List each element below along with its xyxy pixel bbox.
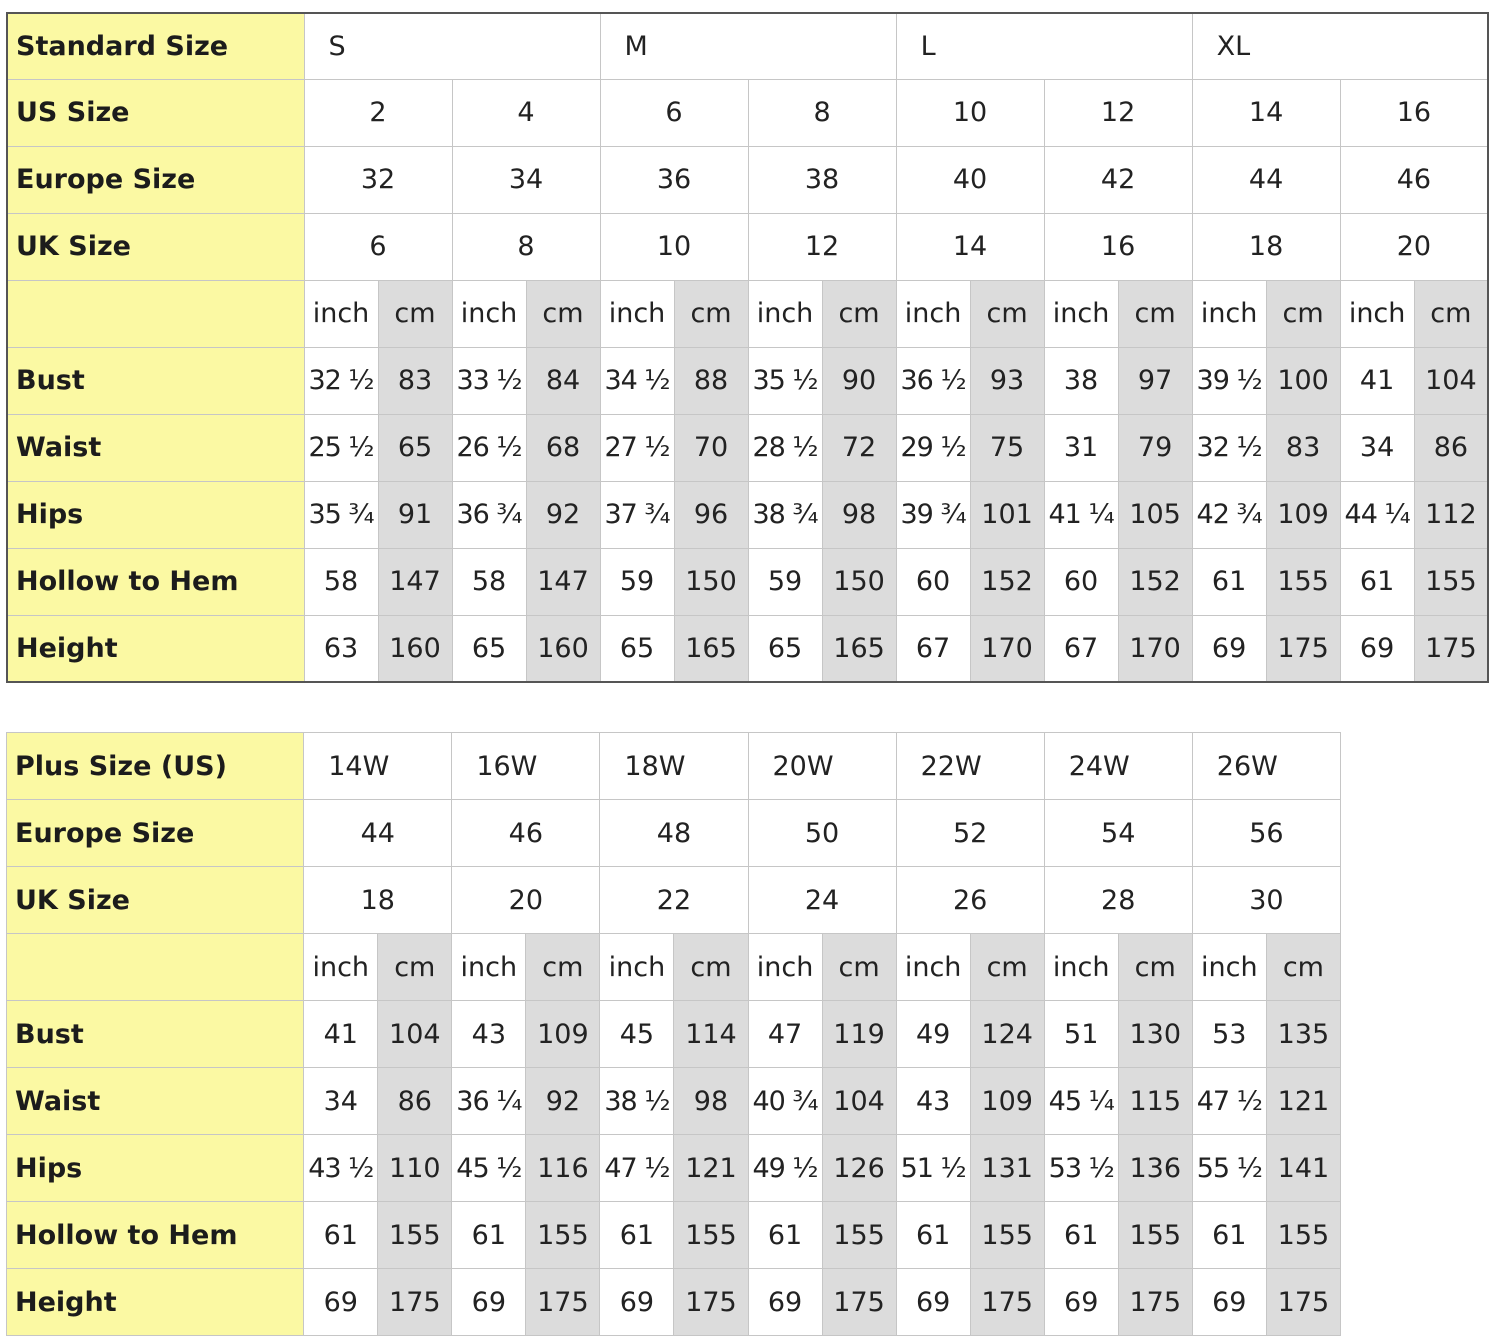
value-inch: 51 — [1044, 1001, 1118, 1068]
europe-size-row — [7, 146, 1488, 213]
value-cm: 112 — [1414, 481, 1488, 548]
value-cm: 155 — [1266, 1202, 1340, 1269]
size-value: 48 — [600, 800, 748, 867]
value-inch: 36 ¼ — [452, 1068, 526, 1135]
value-inch: 55 ½ — [1192, 1135, 1266, 1202]
size-value: 18 — [1192, 213, 1340, 280]
value-cm: 97 — [1118, 347, 1192, 414]
unit-cm: cm — [526, 934, 600, 1001]
value-inch: 36 ½ — [896, 347, 970, 414]
value-cm: 175 — [674, 1269, 748, 1336]
unit-cm: cm — [1414, 280, 1488, 347]
measurement-row — [7, 548, 1488, 615]
value-inch: 61 — [1340, 548, 1414, 615]
value-cm: 175 — [378, 1269, 452, 1336]
size-value: 14 — [1192, 79, 1340, 146]
value-cm: 96 — [674, 481, 748, 548]
value-cm: 83 — [1266, 414, 1340, 481]
header-row — [7, 13, 1488, 79]
size-value: 12 — [1044, 79, 1192, 146]
value-cm: 150 — [674, 548, 748, 615]
value-cm: 160 — [526, 615, 600, 682]
value-inch: 33 ½ — [452, 347, 526, 414]
size-heading: 14W — [304, 733, 452, 800]
value-cm: 165 — [822, 615, 896, 682]
unit-inch: inch — [1192, 934, 1266, 1001]
value-cm: 155 — [1266, 548, 1340, 615]
unit-inch: inch — [304, 280, 378, 347]
value-inch: 36 ¾ — [452, 481, 526, 548]
value-inch: 38 ¾ — [748, 481, 822, 548]
unit-cm: cm — [526, 280, 600, 347]
value-cm: 141 — [1266, 1135, 1340, 1202]
value-inch: 31 — [1044, 414, 1118, 481]
size-value: 20 — [452, 867, 600, 934]
value-inch: 59 — [600, 548, 674, 615]
value-inch: 28 ½ — [748, 414, 822, 481]
value-cm: 92 — [526, 481, 600, 548]
value-cm: 98 — [674, 1068, 748, 1135]
value-cm: 175 — [1266, 615, 1340, 682]
value-inch: 61 — [1044, 1202, 1118, 1269]
value-cm: 119 — [822, 1001, 896, 1068]
measurement-row — [7, 347, 1488, 414]
value-cm: 86 — [378, 1068, 452, 1135]
value-inch: 69 — [452, 1269, 526, 1336]
size-value: 18 — [304, 867, 452, 934]
value-inch: 69 — [304, 1269, 378, 1336]
value-cm: 100 — [1266, 347, 1340, 414]
value-inch: 34 — [304, 1068, 378, 1135]
value-inch: 43 ½ — [304, 1135, 378, 1202]
value-cm: 88 — [674, 347, 748, 414]
value-inch: 42 ¾ — [1192, 481, 1266, 548]
value-inch: 69 — [748, 1269, 822, 1336]
value-inch: 39 ½ — [1192, 347, 1266, 414]
size-value: 40 — [896, 146, 1044, 213]
size-value: 46 — [452, 800, 600, 867]
size-heading: M — [600, 13, 896, 79]
value-cm: 109 — [526, 1001, 600, 1068]
row-label: UK Size — [7, 213, 304, 280]
value-cm: 93 — [970, 347, 1044, 414]
value-cm: 135 — [1266, 1001, 1340, 1068]
value-cm: 114 — [674, 1001, 748, 1068]
unit-row — [7, 934, 1341, 1001]
value-cm: 175 — [970, 1269, 1044, 1336]
value-inch: 59 — [748, 548, 822, 615]
value-inch: 69 — [896, 1269, 970, 1336]
row-label: Europe Size — [7, 800, 304, 867]
size-heading: 16W — [452, 733, 600, 800]
unit-inch: inch — [600, 280, 674, 347]
value-cm: 124 — [970, 1001, 1044, 1068]
size-value: 16 — [1340, 79, 1488, 146]
value-cm: 175 — [1118, 1269, 1192, 1336]
measurement-label: Height — [7, 1269, 304, 1336]
measurement-label: Waist — [7, 1068, 304, 1135]
measurement-row — [7, 1135, 1341, 1202]
value-cm: 126 — [822, 1135, 896, 1202]
unit-inch: inch — [1192, 280, 1266, 347]
value-inch: 65 — [600, 615, 674, 682]
row-label: UK Size — [7, 867, 304, 934]
unit-cm: cm — [1118, 280, 1192, 347]
unit-inch: inch — [896, 934, 970, 1001]
unit-inch: inch — [304, 934, 378, 1001]
value-inch: 49 ½ — [748, 1135, 822, 1202]
size-value: 16 — [1044, 213, 1192, 280]
value-inch: 39 ¾ — [896, 481, 970, 548]
unit-cm: cm — [378, 934, 452, 1001]
value-inch: 45 ¼ — [1044, 1068, 1118, 1135]
value-cm: 92 — [526, 1068, 600, 1135]
unit-cm: cm — [1266, 280, 1340, 347]
value-inch: 38 — [1044, 347, 1118, 414]
unit-cm: cm — [822, 280, 896, 347]
value-cm: 136 — [1118, 1135, 1192, 1202]
value-cm: 72 — [822, 414, 896, 481]
value-inch: 69 — [1340, 615, 1414, 682]
measurement-label: Bust — [7, 1001, 304, 1068]
size-value: 10 — [600, 213, 748, 280]
measurement-row — [7, 1269, 1341, 1336]
unit-inch: inch — [896, 280, 970, 347]
size-value: 42 — [1044, 146, 1192, 213]
value-inch: 34 ½ — [600, 347, 674, 414]
size-value: 6 — [600, 79, 748, 146]
value-cm: 175 — [822, 1269, 896, 1336]
value-cm: 155 — [970, 1202, 1044, 1269]
value-cm: 175 — [526, 1269, 600, 1336]
unit-cm: cm — [674, 280, 748, 347]
value-inch: 58 — [304, 548, 378, 615]
uk-size-row — [7, 867, 1341, 934]
row-label-empty — [7, 934, 304, 1001]
size-value: 8 — [748, 79, 896, 146]
value-inch: 29 ½ — [896, 414, 970, 481]
unit-cm: cm — [970, 280, 1044, 347]
value-inch: 47 ½ — [1192, 1068, 1266, 1135]
value-cm: 160 — [378, 615, 452, 682]
unit-cm: cm — [822, 934, 896, 1001]
value-inch: 26 ½ — [452, 414, 526, 481]
value-cm: 130 — [1118, 1001, 1192, 1068]
value-inch: 43 — [896, 1068, 970, 1135]
size-heading: 26W — [1192, 733, 1340, 800]
measurement-label: Height — [7, 615, 304, 682]
size-value: 12 — [748, 213, 896, 280]
value-inch: 53 ½ — [1044, 1135, 1118, 1202]
value-cm: 84 — [526, 347, 600, 414]
size-value: 10 — [896, 79, 1044, 146]
value-cm: 121 — [1266, 1068, 1340, 1135]
size-value: 26 — [896, 867, 1044, 934]
unit-inch: inch — [748, 280, 822, 347]
unit-inch: inch — [452, 280, 526, 347]
value-cm: 152 — [970, 548, 1044, 615]
value-inch: 32 ½ — [304, 347, 378, 414]
value-cm: 155 — [1414, 548, 1488, 615]
value-inch: 44 ¼ — [1340, 481, 1414, 548]
value-inch: 38 ½ — [600, 1068, 674, 1135]
size-value: 44 — [304, 800, 452, 867]
size-value: 34 — [452, 146, 600, 213]
measurement-label: Hips — [7, 1135, 304, 1202]
size-value: 54 — [1044, 800, 1192, 867]
value-inch: 69 — [1192, 615, 1266, 682]
unit-inch: inch — [1044, 934, 1118, 1001]
size-heading: 22W — [896, 733, 1044, 800]
value-cm: 147 — [526, 548, 600, 615]
size-heading: 24W — [1044, 733, 1192, 800]
value-inch: 65 — [748, 615, 822, 682]
size-value: 44 — [1192, 146, 1340, 213]
unit-inch: inch — [748, 934, 822, 1001]
measurement-row — [7, 481, 1488, 548]
value-cm: 116 — [526, 1135, 600, 1202]
size-value: 8 — [452, 213, 600, 280]
unit-cm: cm — [1266, 934, 1340, 1001]
value-inch: 40 ¾ — [748, 1068, 822, 1135]
measurement-row — [7, 414, 1488, 481]
measurement-label: Bust — [7, 347, 304, 414]
unit-inch: inch — [600, 934, 674, 1001]
value-cm: 70 — [674, 414, 748, 481]
value-inch: 27 ½ — [600, 414, 674, 481]
value-inch: 47 — [748, 1001, 822, 1068]
value-inch: 47 ½ — [600, 1135, 674, 1202]
unit-inch: inch — [452, 934, 526, 1001]
value-inch: 25 ½ — [304, 414, 378, 481]
size-value: 38 — [748, 146, 896, 213]
size-heading: S — [304, 13, 600, 79]
value-cm: 155 — [822, 1202, 896, 1269]
value-inch: 61 — [1192, 1202, 1266, 1269]
size-value: 28 — [1044, 867, 1192, 934]
value-cm: 105 — [1118, 481, 1192, 548]
value-cm: 91 — [378, 481, 452, 548]
row-label: Standard Size — [7, 13, 304, 79]
measurement-row — [7, 615, 1488, 682]
value-inch: 61 — [896, 1202, 970, 1269]
value-cm: 83 — [378, 347, 452, 414]
value-inch: 53 — [1192, 1001, 1266, 1068]
value-cm: 170 — [1118, 615, 1192, 682]
unit-inch: inch — [1044, 280, 1118, 347]
value-inch: 41 — [304, 1001, 378, 1068]
measurement-label: Hips — [7, 481, 304, 548]
value-inch: 61 — [1192, 548, 1266, 615]
value-cm: 175 — [1414, 615, 1488, 682]
value-inch: 35 ½ — [748, 347, 822, 414]
value-inch: 58 — [452, 548, 526, 615]
value-inch: 61 — [600, 1202, 674, 1269]
size-heading: 20W — [748, 733, 896, 800]
size-value: 6 — [304, 213, 452, 280]
measurement-row — [7, 1001, 1341, 1068]
value-inch: 67 — [896, 615, 970, 682]
value-cm: 104 — [378, 1001, 452, 1068]
value-inch: 65 — [452, 615, 526, 682]
value-cm: 75 — [970, 414, 1044, 481]
row-label: Plus Size (US) — [7, 733, 304, 800]
value-cm: 150 — [822, 548, 896, 615]
value-inch: 61 — [304, 1202, 378, 1269]
value-inch: 32 ½ — [1192, 414, 1266, 481]
unit-cm: cm — [674, 934, 748, 1001]
value-cm: 110 — [378, 1135, 452, 1202]
measurement-row — [7, 1202, 1341, 1269]
row-label-empty — [7, 280, 304, 347]
size-value: 52 — [896, 800, 1044, 867]
us-size-row — [7, 79, 1488, 146]
measurement-label: Hollow to Hem — [7, 548, 304, 615]
value-cm: 79 — [1118, 414, 1192, 481]
size-value: 46 — [1340, 146, 1488, 213]
size-value: 32 — [304, 146, 452, 213]
value-cm: 98 — [822, 481, 896, 548]
unit-inch: inch — [1340, 280, 1414, 347]
unit-row — [7, 280, 1488, 347]
value-inch: 37 ¾ — [600, 481, 674, 548]
value-cm: 155 — [674, 1202, 748, 1269]
size-heading: 18W — [600, 733, 748, 800]
value-cm: 155 — [1118, 1202, 1192, 1269]
size-value: 22 — [600, 867, 748, 934]
size-value: 36 — [600, 146, 748, 213]
value-cm: 90 — [822, 347, 896, 414]
value-inch: 49 — [896, 1001, 970, 1068]
unit-cm: cm — [1118, 934, 1192, 1001]
value-cm: 65 — [378, 414, 452, 481]
value-inch: 63 — [304, 615, 378, 682]
size-value: 56 — [1192, 800, 1340, 867]
unit-cm: cm — [378, 280, 452, 347]
size-value: 30 — [1192, 867, 1340, 934]
value-inch: 69 — [1192, 1269, 1266, 1336]
measurement-label: Hollow to Hem — [7, 1202, 304, 1269]
unit-cm: cm — [970, 934, 1044, 1001]
value-inch: 45 — [600, 1001, 674, 1068]
value-cm: 101 — [970, 481, 1044, 548]
value-cm: 104 — [1414, 347, 1488, 414]
uk-size-row — [7, 213, 1488, 280]
row-label: US Size — [7, 79, 304, 146]
size-value: 14 — [896, 213, 1044, 280]
measurement-row — [7, 1068, 1341, 1135]
value-inch: 61 — [452, 1202, 526, 1269]
size-heading: L — [896, 13, 1192, 79]
value-inch: 34 — [1340, 414, 1414, 481]
value-cm: 175 — [1266, 1269, 1340, 1336]
value-cm: 155 — [378, 1202, 452, 1269]
value-inch: 43 — [452, 1001, 526, 1068]
size-heading: XL — [1192, 13, 1488, 79]
value-cm: 109 — [1266, 481, 1340, 548]
value-inch: 41 — [1340, 347, 1414, 414]
value-inch: 69 — [1044, 1269, 1118, 1336]
plus-size-table — [6, 732, 1341, 1336]
value-cm: 115 — [1118, 1068, 1192, 1135]
value-inch: 69 — [600, 1269, 674, 1336]
measurement-label: Waist — [7, 414, 304, 481]
value-cm: 131 — [970, 1135, 1044, 1202]
value-inch: 67 — [1044, 615, 1118, 682]
size-value: 2 — [304, 79, 452, 146]
value-inch: 60 — [896, 548, 970, 615]
value-cm: 170 — [970, 615, 1044, 682]
standard-size-table — [6, 12, 1489, 683]
value-inch: 35 ¾ — [304, 481, 378, 548]
value-cm: 147 — [378, 548, 452, 615]
value-cm: 104 — [822, 1068, 896, 1135]
value-cm: 68 — [526, 414, 600, 481]
row-label: Europe Size — [7, 146, 304, 213]
europe-size-row — [7, 800, 1341, 867]
header-row — [7, 733, 1341, 800]
value-inch: 51 ½ — [896, 1135, 970, 1202]
value-cm: 86 — [1414, 414, 1488, 481]
value-inch: 41 ¼ — [1044, 481, 1118, 548]
size-value: 50 — [748, 800, 896, 867]
value-cm: 155 — [526, 1202, 600, 1269]
value-cm: 152 — [1118, 548, 1192, 615]
size-value: 24 — [748, 867, 896, 934]
size-value: 20 — [1340, 213, 1488, 280]
size-value: 4 — [452, 79, 600, 146]
value-cm: 121 — [674, 1135, 748, 1202]
value-cm: 109 — [970, 1068, 1044, 1135]
value-inch: 45 ½ — [452, 1135, 526, 1202]
value-inch: 61 — [748, 1202, 822, 1269]
value-inch: 60 — [1044, 548, 1118, 615]
value-cm: 165 — [674, 615, 748, 682]
